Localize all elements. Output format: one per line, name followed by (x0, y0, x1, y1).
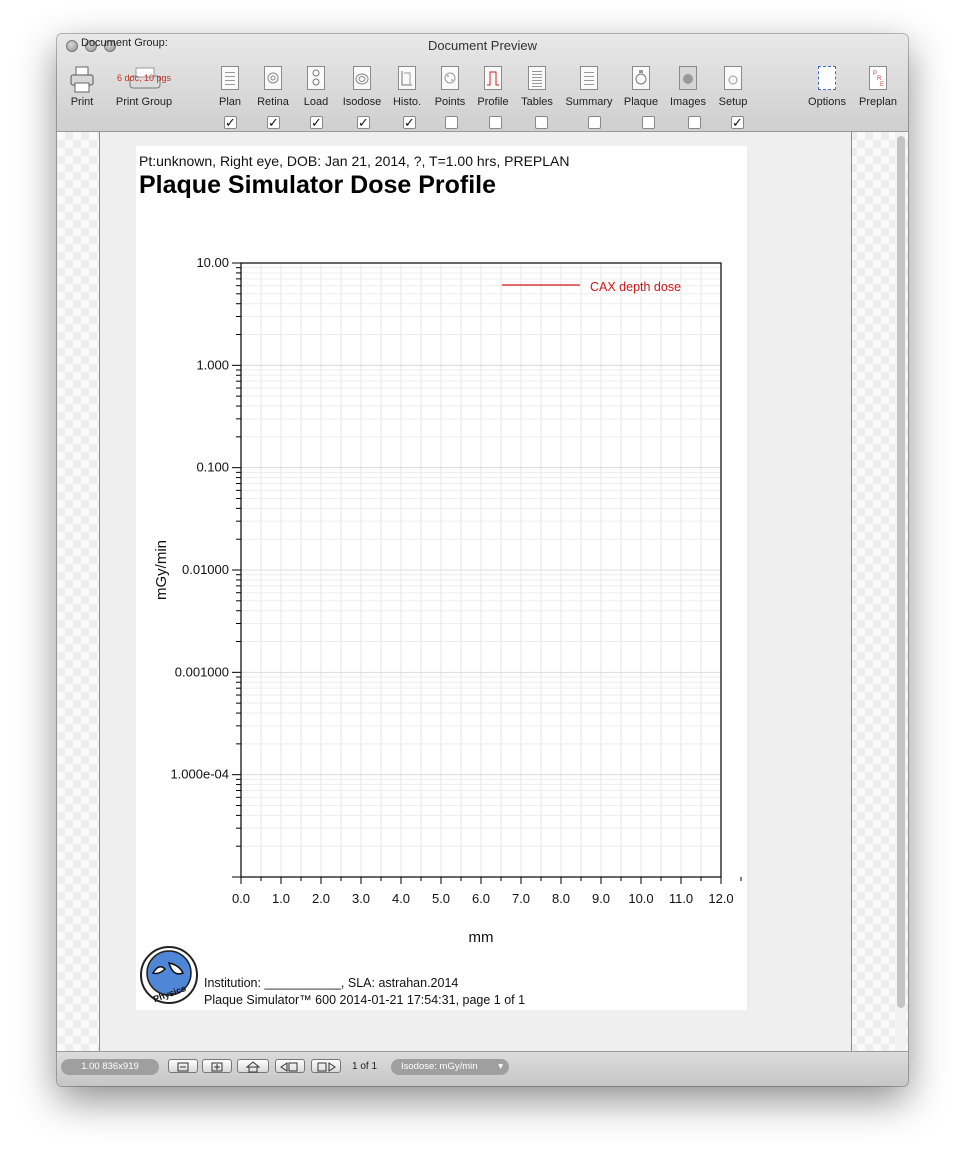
images-label: Images (669, 96, 707, 108)
patient-header: Pt:unknown, Right eye, DOB: Jan 21, 2014, ?, T=1.00 hrs, PREPLAN (139, 153, 570, 169)
document-group-checkbox-histo[interactable]: ✓ (404, 115, 415, 130)
print-label: Print (70, 96, 94, 108)
x-tick-label: 6.0 (471, 891, 491, 906)
document-group-checkbox-points[interactable] (445, 116, 458, 129)
document-group-checkbox-isodose[interactable]: ✓ (358, 115, 369, 130)
x-tick-label: 8.0 (551, 891, 571, 906)
svg-text:Physics: Physics (151, 983, 188, 1005)
document-group-checkbox-load[interactable]: ✓ (311, 115, 322, 130)
page-indicator: 1 of 1 (352, 1061, 378, 1072)
x-tick-label: 7.0 (511, 891, 531, 906)
tables-icon (525, 64, 549, 94)
footer-software: Plaque Simulator™ 600 2014-01-21 17:54:31, page 1 of 1 (204, 993, 526, 1007)
previous-page-button[interactable] (275, 1059, 305, 1073)
histogram-icon (395, 64, 419, 94)
options-label: Options (808, 96, 846, 108)
isodose-units-value: Isodose: mGy/min (401, 1061, 478, 1072)
summary-label: Summary (565, 96, 613, 108)
x-tick-label: 0.0 (231, 891, 251, 906)
isodose-label: Isodose (342, 96, 382, 108)
histo-label: Histo. (392, 96, 422, 108)
document-group-checkbox-plan[interactable]: ✓ (225, 115, 236, 130)
preplan-label: Preplan (859, 96, 897, 108)
x-tick-label: 11.0 (668, 891, 694, 906)
summary-icon (577, 64, 601, 94)
status-bar (57, 1051, 908, 1086)
setup-label: Setup (718, 96, 748, 108)
x-tick-label: 3.0 (351, 891, 371, 906)
document-group-label: Document Group: (81, 37, 168, 49)
preplan-icon (866, 64, 890, 94)
zoom-readout: 1.00 836x919 (61, 1059, 159, 1075)
document-group-checkbox-setup[interactable]: ✓ (732, 115, 743, 130)
print-group-button[interactable] (109, 64, 179, 108)
y-axis-label: mGy/min (153, 540, 170, 600)
options-icon (815, 64, 839, 94)
home-icon[interactable] (237, 1059, 269, 1073)
next-page-button[interactable] (311, 1059, 341, 1073)
isodose-icon (350, 64, 374, 94)
load-icon (304, 64, 328, 94)
document-group-checkbox-images[interactable] (688, 116, 701, 129)
x-tick-label: 4.0 (391, 891, 411, 906)
document-group-checkbox-plaque[interactable] (642, 116, 655, 129)
printer-icon (70, 64, 94, 94)
x-tick-label: 2.0 (311, 891, 331, 906)
x-tick-label: 1.0 (271, 891, 291, 906)
load-button[interactable] (299, 64, 333, 108)
profile-button[interactable] (473, 64, 513, 108)
preplan-button[interactable] (856, 64, 900, 108)
zoom-in-button[interactable] (202, 1059, 232, 1073)
y-tick-label: 1.000 (196, 357, 229, 373)
options-button[interactable] (805, 64, 849, 108)
eye-physics-logo (139, 945, 199, 1005)
points-button[interactable] (431, 64, 469, 108)
svg-text:R: R (877, 76, 882, 82)
footer-institution: Institution: ___________, SLA: astrahan.2014 (204, 976, 459, 990)
y-tick-label: 1.000e-04 (170, 766, 229, 782)
points-icon (438, 64, 462, 94)
tables-label: Tables (521, 96, 553, 108)
zoom-out-button[interactable] (168, 1059, 198, 1073)
isodose-units-select[interactable] (391, 1059, 509, 1075)
histo-button[interactable] (389, 64, 425, 108)
svg-text:P: P (873, 71, 878, 77)
x-tick-label: 12.0 (708, 891, 734, 906)
x-axis-label: mm (468, 929, 494, 946)
load-label: Load (303, 96, 329, 108)
retina-label: Retina (257, 96, 289, 108)
y-tick-label: 0.001000 (174, 664, 229, 680)
plan-icon (218, 64, 242, 94)
tables-button[interactable] (518, 64, 556, 108)
titlebar-toolbar (57, 34, 908, 132)
x-tick-label: 9.0 (591, 891, 611, 906)
plaque-icon (629, 64, 653, 94)
points-label: Points (434, 96, 466, 108)
window-title: Document Preview (427, 38, 538, 53)
document-group-checkbox-tables[interactable] (535, 116, 548, 129)
plaque-button[interactable] (622, 64, 660, 108)
profile-icon (481, 64, 505, 94)
print-group-label: Print Group (115, 96, 173, 108)
retina-button[interactable] (253, 64, 293, 108)
scrollbar-thumb[interactable] (897, 136, 905, 1008)
dose-profile-chart (136, 146, 747, 946)
x-tick-label: 5.0 (431, 891, 451, 906)
y-tick-label: 0.100 (196, 459, 229, 475)
document-group-checkbox-summary[interactable] (588, 116, 601, 129)
images-icon (676, 64, 700, 94)
chevron-down-icon: ▾ (498, 1061, 503, 1072)
report-page (136, 146, 747, 1010)
retina-icon (261, 64, 285, 94)
images-button[interactable] (667, 64, 709, 108)
print-group-icon (114, 64, 174, 94)
print-group-badge: 6 doc, 10 pgs (116, 73, 172, 83)
document-group-checkbox-profile[interactable] (489, 116, 502, 129)
x-tick-label: 10.0 (628, 891, 654, 906)
document-group-checkbox-retina[interactable]: ✓ (268, 115, 279, 130)
report-title: Plaque Simulator Dose Profile (139, 171, 497, 199)
y-tick-label: 0.01000 (182, 562, 229, 577)
plaque-label: Plaque (623, 96, 659, 108)
plan-label: Plan (218, 96, 242, 108)
isodose-button[interactable] (340, 64, 384, 108)
print-button[interactable] (65, 64, 99, 108)
plan-button[interactable] (212, 64, 248, 108)
profile-label: Profile (477, 96, 509, 108)
summary-button[interactable] (562, 64, 616, 108)
setup-icon (721, 64, 745, 94)
setup-button[interactable] (715, 64, 751, 108)
y-tick-label: 10.00 (196, 255, 229, 270)
legend-entry: CAX depth dose (590, 280, 682, 294)
svg-text:E: E (880, 82, 885, 88)
